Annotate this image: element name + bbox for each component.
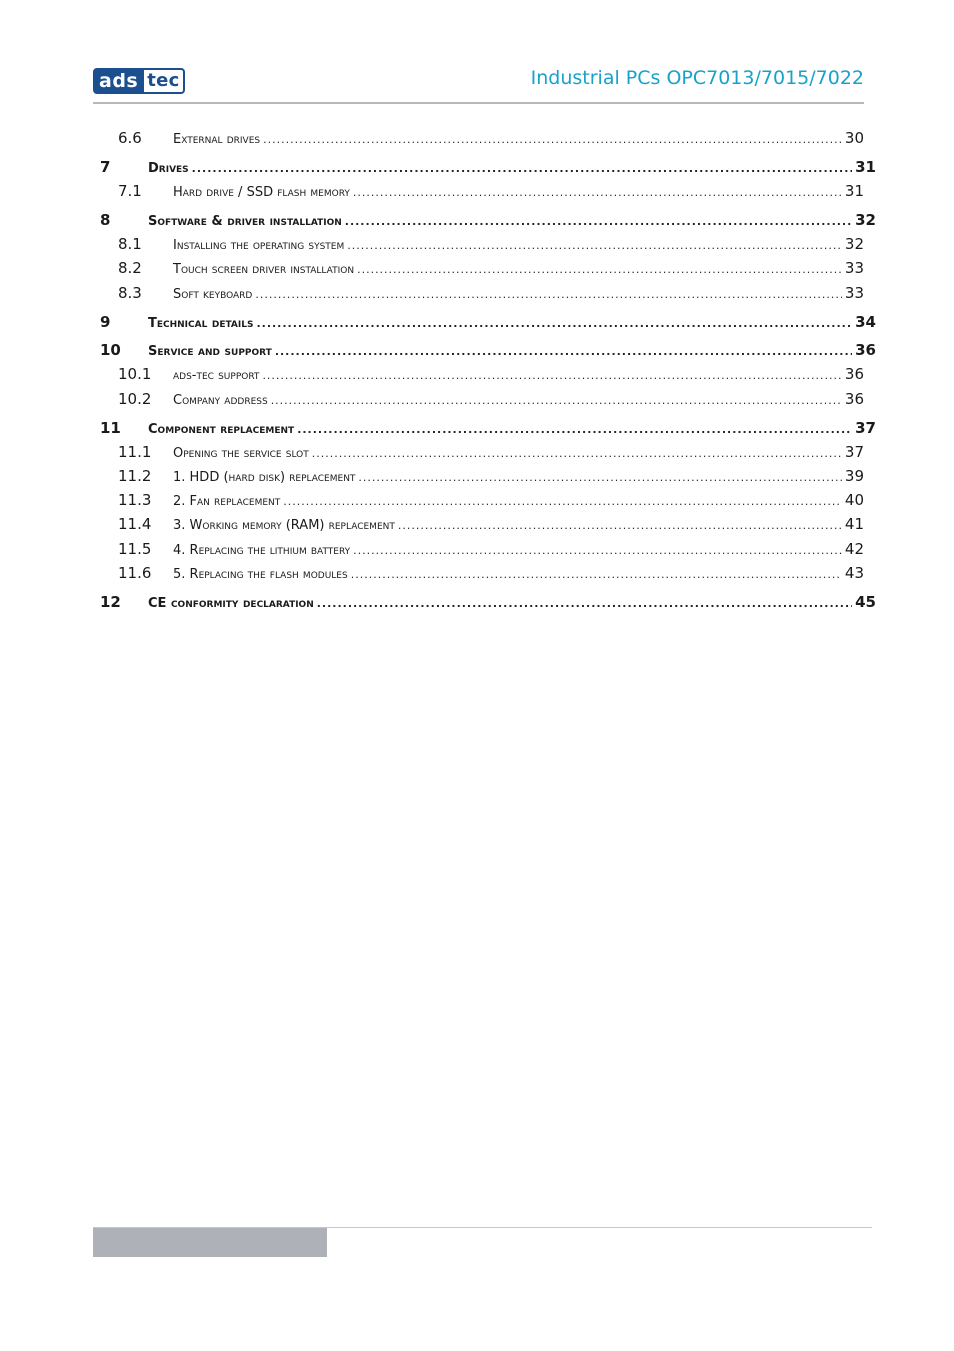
toc-entry-title: 3. Working memory (RAM) replacement — [173, 518, 395, 534]
toc-entry-page: 36 — [855, 341, 876, 360]
footer-bar — [93, 1228, 327, 1257]
toc-dot-leader — [353, 186, 842, 199]
logo-part-tec: tec — [142, 68, 184, 94]
toc-entry-title: 1. HDD (hard disk) replacement — [173, 469, 356, 485]
toc-entry-6-6[interactable] — [100, 129, 876, 153]
toc-entry-page: 37 — [844, 442, 864, 461]
toc-dot-leader — [256, 317, 852, 330]
toc-dot-leader — [275, 345, 852, 358]
toc-entry-number: 10 — [100, 341, 121, 360]
toc-entry-title: External drives — [173, 132, 261, 147]
toc-entry-8[interactable] — [100, 211, 876, 235]
toc-entry-11[interactable] — [100, 419, 876, 443]
toc-entry-number: 10.2 — [118, 389, 152, 408]
toc-entry-page: 36 — [844, 365, 864, 384]
toc-entry-number: 11.1 — [118, 442, 152, 461]
toc-dot-leader — [353, 544, 842, 557]
toc-entry-title: Service and support — [148, 344, 272, 360]
toc-entry-number: 12 — [100, 592, 121, 611]
toc-entry-title: Installing the operating system — [173, 237, 345, 253]
toc-entry-8-3[interactable] — [100, 284, 876, 308]
toc-entry-number: 8 — [100, 210, 111, 229]
toc-entry-number: 8.1 — [118, 234, 142, 253]
toc-dot-leader — [255, 288, 842, 301]
toc-entry-10-2[interactable] — [100, 390, 876, 414]
toc-dot-leader — [312, 447, 842, 460]
toc-entry-number: 11 — [100, 418, 121, 437]
toc-dot-leader — [398, 519, 842, 532]
toc-dot-leader — [347, 239, 842, 252]
toc-entry-number: 10.1 — [118, 365, 152, 384]
toc-entry-page: 34 — [855, 312, 876, 331]
toc-dot-leader — [262, 369, 841, 382]
toc-dot-leader — [283, 495, 842, 508]
toc-dot-leader — [271, 394, 842, 407]
toc-entry-page: 36 — [844, 389, 864, 408]
toc-entry-page: 37 — [855, 418, 876, 437]
toc-dot-leader — [351, 568, 842, 581]
toc-entry-number: 7.1 — [118, 181, 142, 200]
toc-entry-page: 43 — [844, 564, 864, 582]
toc-dot-leader — [297, 423, 852, 436]
toc-entry-title: CE conformity declaration — [148, 595, 314, 611]
toc-entry-page: 32 — [855, 210, 876, 229]
toc-entry-title: Company address — [173, 392, 268, 408]
toc-entry-10-1[interactable] — [100, 365, 876, 389]
toc-entry-title: Component replacement — [148, 421, 295, 437]
toc-entry-page: 31 — [844, 181, 864, 200]
toc-entry-page: 32 — [844, 234, 864, 253]
toc-entry-page: 33 — [844, 283, 864, 302]
document-title: Industrial PCs OPC7013/7015/7022 — [530, 67, 864, 89]
toc-entry-number: 7 — [100, 157, 111, 176]
toc-entry-number: 6.6 — [118, 129, 142, 147]
toc-entry-page: 39 — [844, 466, 864, 485]
header-divider — [93, 102, 864, 104]
toc-dot-leader — [357, 263, 842, 276]
toc-entry-title: 2. Fan replacement — [173, 494, 281, 510]
toc-entry-number: 8.2 — [118, 259, 142, 278]
toc-entry-8-1[interactable] — [100, 235, 876, 259]
toc-entry-11-3[interactable] — [100, 491, 876, 515]
toc-entry-number: 11.3 — [118, 491, 152, 510]
logo-part-ads: ads — [93, 68, 142, 94]
toc-entry-page: 45 — [855, 592, 876, 611]
toc-entry-8-2[interactable] — [100, 259, 876, 283]
toc-dot-leader — [317, 597, 852, 610]
toc-entry-title: Opening the service slot — [173, 445, 309, 461]
toc-entry-page: 31 — [855, 157, 876, 176]
toc-entry-page: 30 — [844, 129, 864, 147]
toc-entry-number: 11.4 — [118, 515, 152, 534]
toc-entry-page: 41 — [844, 515, 864, 534]
toc-entry-12[interactable] — [100, 593, 876, 617]
toc-entry-title: Technical details — [148, 315, 254, 331]
toc-entry-11-4[interactable] — [100, 515, 876, 539]
toc-entry-title: Software & driver installation — [148, 213, 342, 229]
toc-dot-leader — [345, 215, 852, 228]
ads-tec-logo — [93, 68, 185, 94]
toc-dot-leader — [192, 162, 852, 175]
toc-entry-7-1[interactable] — [100, 182, 876, 206]
toc-entry-11-2[interactable] — [100, 467, 876, 491]
toc-entry-title: ads-tec support — [173, 368, 260, 384]
toc-entry-title: Drives — [148, 160, 189, 176]
toc-dot-leader — [358, 471, 841, 484]
toc-entry-11-5[interactable] — [100, 540, 876, 564]
toc-entry-11-6[interactable] — [100, 564, 876, 588]
toc-entry-number: 11.6 — [118, 564, 152, 582]
toc-dot-leader — [263, 133, 842, 146]
toc-entry-number: 11.5 — [118, 539, 152, 558]
toc-entry-number: 9 — [100, 312, 111, 331]
toc-entry-page: 33 — [844, 259, 864, 278]
toc-entry-title: 5. Replacing the flash modules — [173, 567, 348, 582]
toc-entry-title: Soft keyboard — [173, 286, 253, 302]
toc-entry-7[interactable] — [100, 158, 876, 182]
toc-entry-number: 8.3 — [118, 283, 142, 302]
table-of-contents — [100, 129, 876, 617]
toc-entry-10[interactable] — [100, 341, 876, 365]
toc-entry-page: 40 — [844, 491, 864, 510]
toc-entry-title: Hard drive / SSD flash memory — [173, 184, 350, 200]
toc-entry-page: 42 — [844, 539, 864, 558]
toc-entry-number: 11.2 — [118, 466, 152, 485]
toc-entry-title: 4. Replacing the lithium battery — [173, 542, 351, 558]
toc-entry-11-1[interactable] — [100, 443, 876, 467]
toc-entry-9[interactable] — [100, 313, 876, 337]
toc-entry-title: Touch screen driver installation — [173, 262, 355, 278]
